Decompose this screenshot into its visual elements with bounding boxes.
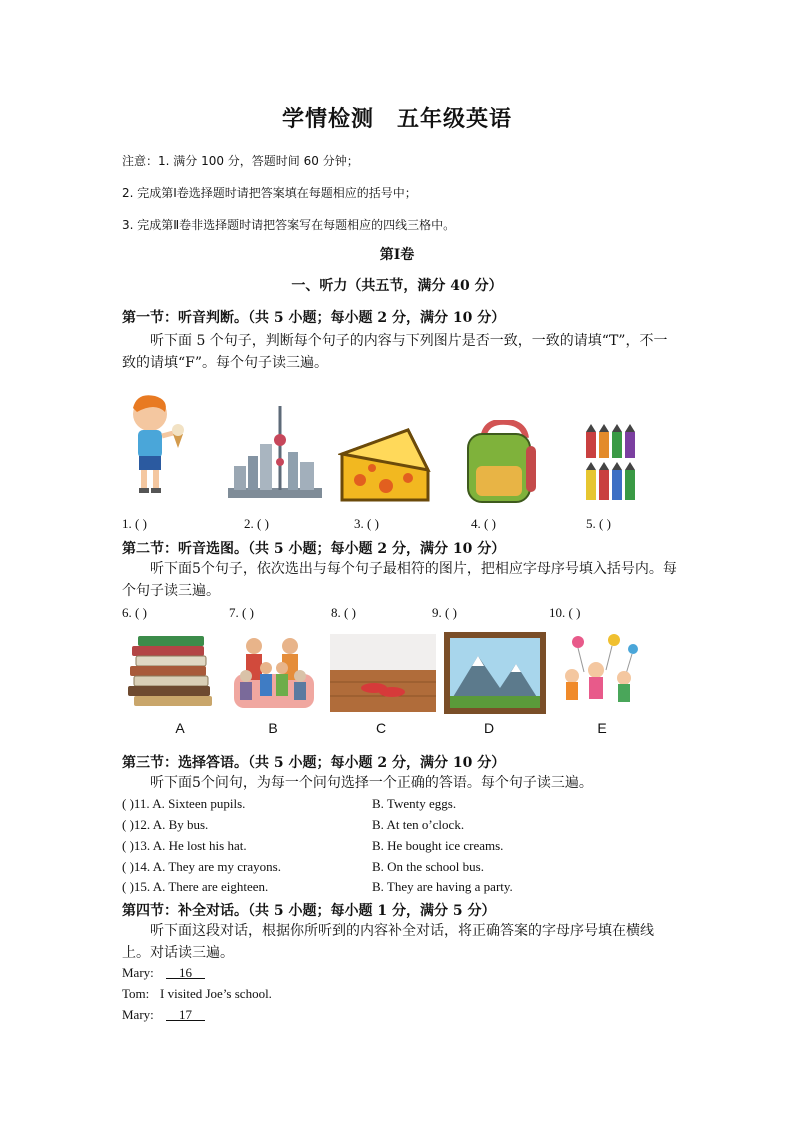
s2-item-8[interactable]: 8. ( ) [331,605,356,620]
section1-heading: 第一节：听音判断。（共 5 小题；每小题 2 分，满分 10 分） [122,310,506,326]
q11-option-a[interactable]: ( )11. A. Sixteen pupils. [122,796,246,811]
dialog-line-2-text: I visited Joe’s school. [160,986,272,1001]
q15-option-b[interactable]: B. They are having a party. [372,879,513,894]
mountain-painting-picture [444,632,546,714]
volume-heading: 第Ⅰ卷 [379,247,415,263]
dialog-line-2-speaker: Tom: [122,986,150,1001]
backpack-picture [462,420,542,504]
cheese-picture [338,426,432,504]
note-1: 注意：1. 满分 100 分，答题时间 60 分钟； [122,154,359,168]
s1-item-3[interactable]: 3. ( ) [354,516,379,531]
q12-option-b[interactable]: B. At ten o’clock. [372,817,465,832]
dialog-blank-16[interactable]: 16 [166,965,205,980]
q15-option-a[interactable]: ( )15. A. There are eighteen. [122,879,269,894]
picture-letter-d: D [483,720,495,736]
q11-option-b[interactable]: B. Twenty eggs. [372,796,457,811]
q12-option-a[interactable]: ( )12. A. By bus. [122,817,209,832]
shoes-on-floor-picture [330,634,436,712]
section3-instructions: 听下面5个问句，为每一个问句选择一个正确的答语。每个句子读三遍。 [150,775,593,791]
s2-item-6[interactable]: 6. ( ) [122,605,147,620]
picture-letter-b: B [268,720,278,736]
q13-option-a[interactable]: ( )13. A. He lost his hat. [122,838,247,853]
picture-letter-e: E [597,720,607,736]
s1-item-1[interactable]: 1. ( ) [122,516,147,531]
note-3: 3. 完成第Ⅱ卷非选择题时请把答案写在每题相应的四线三格中。 [122,218,456,232]
children-party-picture [556,632,642,712]
q14-option-a[interactable]: ( )14. A. They are my crayons. [122,859,281,874]
note-2: 2. 完成第Ⅰ卷选择题时请把答案填在每题相应的括号中； [122,186,417,200]
section4-instructions: 听下面这段对话，根据你所听到的内容补全对话，将正确答案的字母序号填在横线上。对话读三遍。 [122,923,654,961]
crayons-picture [583,424,641,504]
section1-instructions: 听下面 5 个句子，判断每个句子的内容与下列图片是否一致，一致的请填“T”，不一致的请填“F”。每个句子读三遍。 [122,333,668,371]
s2-item-9[interactable]: 9. ( ) [432,605,457,620]
picture-letter-c: C [375,720,387,736]
part1-heading: 一、听力（共五节，满分 40 分） [291,278,503,294]
dialog-blank-17[interactable]: 17 [166,1007,205,1022]
city-skyline-picture [228,404,322,498]
s2-item-7[interactable]: 7. ( ) [229,605,254,620]
q14-option-b[interactable]: B. On the school bus. [372,859,484,874]
picture-letter-a: A [175,720,185,736]
page-title: 学情检测 五年级英语 [281,107,512,132]
s1-item-2[interactable]: 2. ( ) [244,516,269,531]
section3-heading: 第三节：选择答语。（共 5 小题；每小题 2 分，满分 10 分） [122,755,506,771]
section2-instructions: 听下面5个句子，依次选出与每个句子最相符的图片，把相应字母序号填入括号内。每个句子读三遍。 [122,561,677,599]
section2-heading: 第二节：听音选图。（共 5 小题；每小题 2 分，满分 10 分） [122,541,506,557]
s1-item-4[interactable]: 4. ( ) [471,516,496,531]
s1-item-5[interactable]: 5. ( ) [586,516,611,531]
q13-option-b[interactable]: B. He bought ice creams. [372,838,504,853]
dialog-line-1-speaker: Mary: [122,965,154,980]
dialog-line-3-speaker: Mary: [122,1007,154,1022]
family-picture [232,634,316,712]
boy-icecream-picture [125,392,187,500]
section4-heading: 第四节：补全对话。（共 5 小题；每小题 1 分，满分 5 分） [122,903,496,919]
s2-item-10[interactable]: 10. ( ) [549,605,581,620]
books-picture [128,634,214,710]
